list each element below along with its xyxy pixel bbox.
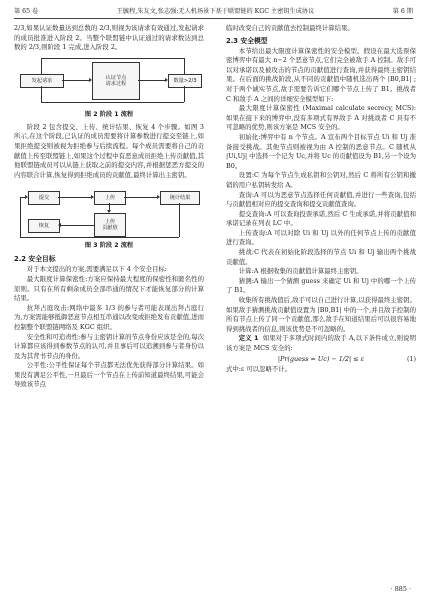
arrow-line <box>58 197 91 198</box>
paragraph: 猜测:A 输出一个猜测 guess 来确定 Ui 和 Uj 中的哪一个上传了 B1。 <box>226 276 416 295</box>
submit-box: 提交 <box>28 191 60 205</box>
section-heading: 2.3 安全模型 <box>226 36 268 45</box>
paragraph: 提交查询:A 可以查询投票承诺,然后 C 生成承诺,并将贡献值和承诺记录在列表 LC 中。 <box>226 209 416 228</box>
paragraph: 2/3,如果认证数量达到总数的 2/3,则视为该请求有效通过,发起请求的成员批准进入阶段 2。当整个联盟链中认证通过的请求数达到总数的 2/3,则阶段 1 完成,进入阶段 2。 <box>14 24 204 52</box>
upload-box: 上传 <box>94 191 126 205</box>
paragraph: 计算:A 根据收集的贡献值计算最终主密钥。 <box>238 267 363 276</box>
loop-line <box>184 86 185 102</box>
definition-text: 如果对于多项式时间内的敌手 A,以下条件成立,则说明该方案是 MCS 安全的: <box>226 334 416 352</box>
arrow-head-icon <box>91 195 94 199</box>
paragraph: 临时改变自己的贡献值去控制最终计算结果。 <box>226 24 354 32</box>
loop-line <box>41 102 184 103</box>
paragraph: 式中:ε 可以忽略不计。 <box>226 365 292 374</box>
arrow-line <box>62 80 90 81</box>
paragraph: 最大限度计算保密性:方案应保持最大程度的保密性和匿名性的原则。只有在所有剩余成员全部串通的情况下才能恢复部分的计算结果。 <box>14 274 204 303</box>
paragraph: 公平性:公平性保证每个节点都无法优先获得部分计算结果。如果没有满足公平性,一旦最后一个节点在上传前知道最终结果,可能会导致该节点 <box>14 361 204 389</box>
loop-line <box>41 86 42 102</box>
left-column <box>14 24 204 390</box>
arrow-line <box>124 197 157 198</box>
header-title: 王毓程,朱友文,张志强:无人机场景下基于联盟链的 KGC 主密钥生成协议 <box>116 8 315 15</box>
paragraph: 安全性和可追责性:参与主密钥计算的节点身份应该是全的,每次计算都应该得到参数节点的认可,并且事后可以追溯到参与者身份以及为其背书节点的身份。 <box>14 332 204 360</box>
loop-line <box>20 197 21 237</box>
figure-3 <box>14 183 204 239</box>
arrow-head-icon <box>58 223 61 227</box>
paragraph: 初始化:博弈中有 n 个节点。A 宣布两个目标节点 Ui 和 Uj 准备接受挑战。其他节点则被视为由 A 控制的恶意节点。C 随机从 |Ui,Uj| 中选择一个记为 Uc,并将 Uc 的贡献值设为 B1,另一个设为 B0。 <box>226 132 416 170</box>
section-heading: 2.2 安全目标 <box>14 255 56 264</box>
request-box: 发起请求 <box>20 74 64 88</box>
equation-body: |Pr(guess = Uc) − 1/2| ≤ ε <box>277 354 365 363</box>
recover-box: 恢复 <box>28 219 60 233</box>
equation-1 <box>226 355 416 365</box>
arrow-line <box>138 80 166 81</box>
arrow-line <box>109 203 110 210</box>
contribution-label: 上传 <box>104 219 116 226</box>
paragraph: 抗拜占庭攻击:网络中最多 1/3 的参与者可能表现出拜占庭行为,方案需能够抵御恶意节点相互串通以改变或拒绝发布贡献值,进而控制整个联盟链网络及 KGC 组织。 <box>14 303 204 331</box>
contribution-label-2: 贡献值 <box>102 225 118 232</box>
threshold-box: 数量>2/3 <box>168 74 202 88</box>
loop-line <box>41 58 184 59</box>
arrow-head-icon <box>25 195 28 199</box>
paragraph: 收集所有挑战值后,敌手可以自己进行计算,以获得最终主密钥。如果敌手猜测挑战贡献值设置为 |B0,B1| 中的一个,并且敌手控制的所有节点上传了同一个贡献值,那么敌手在知道结果后可以很容易地得到挑战者的信息,则该优势是不可忽略的。 <box>226 296 416 333</box>
volume-label: 第 65 卷 <box>14 8 39 15</box>
verify-label-2: 请求过程 <box>105 80 127 87</box>
paragraph: 查询:A 可以为恶意节点选择任何贡献值,并进行一些查询,包括与贡献值相对应的提交查询和提交贡献值查询。 <box>226 190 416 209</box>
right-column <box>226 24 416 375</box>
paragraph: 最大限度计算保密性 (Maximal calculate secrecy, MCS):如果在接下来的博弈中,没有多项式有界敌手 A 对挑战者 C 具有不可忽略的优势,则该方案是 MCS 安全的。 <box>226 104 416 132</box>
definition-paragraph <box>226 334 416 353</box>
loop-line <box>179 203 180 237</box>
loop-line <box>41 58 42 74</box>
arrow-line <box>61 225 94 226</box>
issue-label: 第 6 期 <box>392 8 413 15</box>
paragraph: 对于本文提出的方案,需要满足以下 4 个安全目标: <box>26 265 167 274</box>
loop-line <box>20 237 179 238</box>
page-number: · 885 · <box>390 585 411 593</box>
paragraph: 挑战:C 代表在初始化阶段选择的节点 Ui 和 Uj 输出两个挑战贡献值。 <box>226 248 416 266</box>
loop-line <box>184 58 185 74</box>
figure-2 <box>14 56 204 108</box>
verify-box <box>92 62 140 100</box>
figure-2-caption: 图 2 阶段 1 流程 <box>84 110 134 118</box>
paragraph: 设置:C 为每个节点生成私钥和公钥对,然后 C 将所有公钥和撤销的用户私钥转发给 A。 <box>226 171 416 189</box>
figure-3-caption: 图 3 阶段 2 流程 <box>84 242 134 250</box>
arrow-head-icon <box>107 210 111 213</box>
contribution-box <box>94 213 126 237</box>
paragraph: 上传查询:A 可以对除 Ui 和 Uj 以外的任何节点上传的贡献值进行查询。 <box>226 228 416 247</box>
equation-number: (1) <box>406 354 416 363</box>
running-header <box>14 6 413 19</box>
paragraph: 本节给出最大限度计算保密性的安全模型。假设在最大选票保密博弈中有最大 n−2 个恶意节点,它们完全被敌手 A 控制。敌手可以对承诺以及被攻击的节点的贡献值进行查询,并获得最终主密钥结果。在后面的挑战阶段,从不同的贡献值中随机选出两个 |B0,B1| ;对于两个诚实节点,敌手需要告诉它们哪个节点上传了 B1。挑战者 C 和敌手 A 之间的详细安全模型如下: <box>226 46 416 103</box>
arrow-head-icon <box>157 195 160 199</box>
paragraph: 阶段 2 包含提交、上传、统计结果、恢复 4 个步骤。如图 3 所示,在这个阶段,已认证的成员需要将计算参数进行提交至链上,如果拒绝提交则被视为拒绝参与后续流程。每个成员需要将自己的贡献值上传至联盟链上,如果这个过程中有恶意成员拒绝上传贡献值,其他联盟链成员可以从链上获取之前的提交内容,并根据惩恶方提交的内容联合计算,恢复得到拒绝成员的贡献值,最终计算出主密钥。 <box>14 122 204 179</box>
verify-label: 认证节点 <box>105 74 127 81</box>
stats-box: 统计结果 <box>160 191 200 205</box>
definition-label: 定义 1 <box>238 334 259 343</box>
